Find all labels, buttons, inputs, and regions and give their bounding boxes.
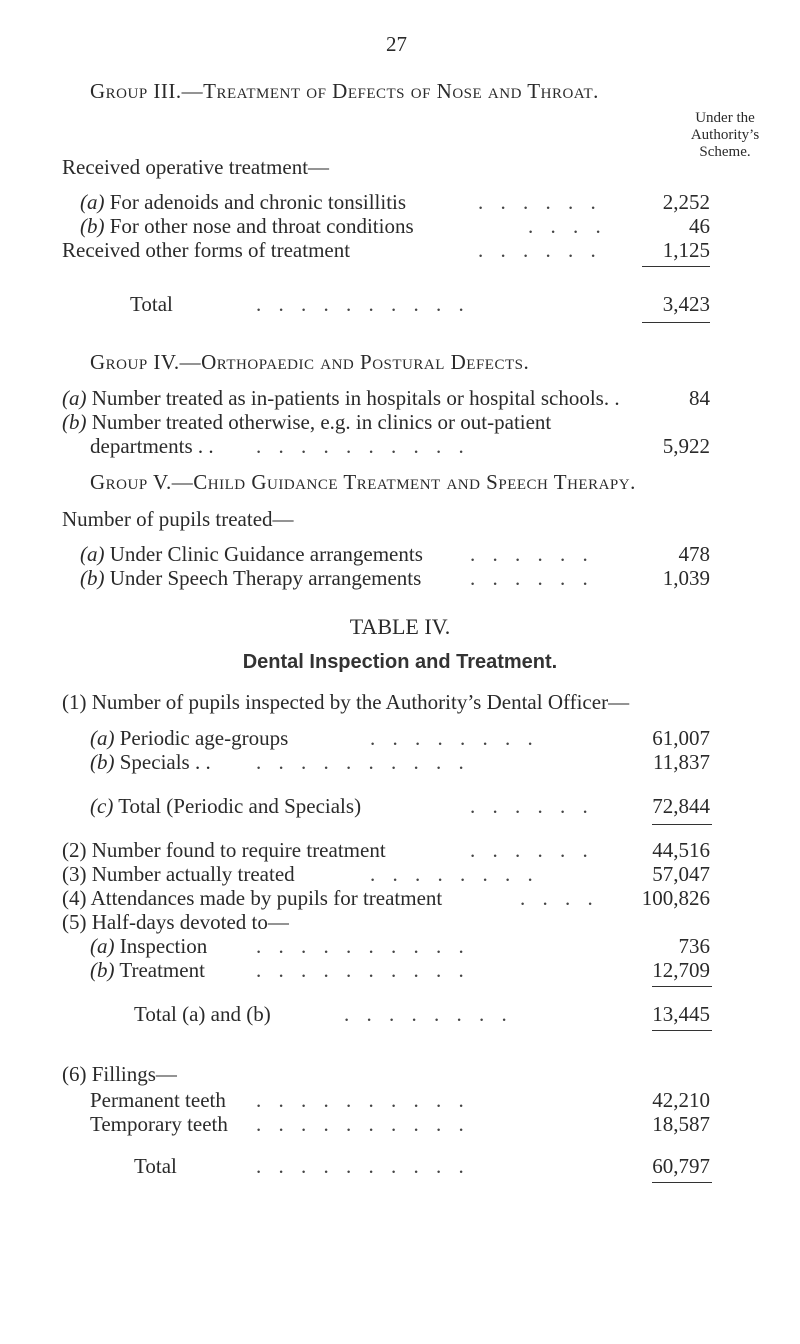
value: 12,709 xyxy=(652,958,710,982)
value: 2,252 xyxy=(662,190,710,214)
total-label: Total (a) and (b) xyxy=(134,1002,271,1026)
item-5: (5) Half-days devoted to— xyxy=(62,910,289,934)
table-subtitle: Dental Inspection and Treatment. xyxy=(242,651,558,673)
rule xyxy=(652,986,712,987)
list-item: (b) Treatment xyxy=(90,958,205,982)
rule xyxy=(642,322,710,323)
rule xyxy=(642,266,710,267)
value: 61,007 xyxy=(652,726,710,750)
group4-heading: Group IV.—Orthopaedic and Postural Defects. xyxy=(90,350,530,374)
value: 1,125 xyxy=(662,238,710,262)
total-value: 3,423 xyxy=(662,292,710,316)
total-value: 60,797 xyxy=(652,1154,710,1178)
list-item: (b) Specials . . xyxy=(90,750,211,774)
value: 1,039 xyxy=(662,566,710,590)
list-item: (b) Under Speech Therapy arrangements xyxy=(80,566,422,590)
value: 44,516 xyxy=(652,838,710,862)
list-item: Permanent teeth xyxy=(90,1088,226,1112)
list-item: Temporary teeth xyxy=(90,1112,228,1136)
received-operative-label: Received operative treatment— xyxy=(62,155,330,179)
value: 42,210 xyxy=(652,1088,710,1112)
list-item: (a) Under Clinic Guidance arrangements xyxy=(80,542,423,566)
list-item: (c) Total (Periodic and Specials) xyxy=(90,794,362,818)
list-item: (b) For other nose and throat conditions xyxy=(80,214,414,238)
value: 478 xyxy=(678,542,710,566)
list-item: (4) Attendances made by pupils for treatment xyxy=(62,886,443,910)
list-item: (b) Number treated otherwise, e.g. in clinics or out-patient xyxy=(62,410,552,434)
value: 46 xyxy=(689,214,710,238)
value: 5,922 xyxy=(662,434,710,458)
value: 11,837 xyxy=(653,750,710,774)
column-header: Under the Authority’s Scheme. xyxy=(690,110,760,160)
list-item: (a) Periodic age-groups xyxy=(90,726,289,750)
table-title: TABLE IV. xyxy=(349,614,451,639)
item-6: (6) Fillings— xyxy=(62,1062,177,1086)
rule xyxy=(652,1030,712,1031)
value: 100,826 xyxy=(641,886,710,910)
other-treatment-label: Received other forms of treatment xyxy=(62,238,351,262)
list-item: (2) Number found to require treatment xyxy=(62,838,386,862)
total-value: 72,844 xyxy=(652,794,710,818)
value: 736 xyxy=(678,934,710,958)
group5-heading: Group V.—Child Guidance Treatment and Speech Therapy. xyxy=(90,470,636,494)
group3-heading: Group III.—Treatment of Defects of Nose and Throat. xyxy=(90,79,599,103)
value: 18,587 xyxy=(652,1112,710,1136)
total-label: Total xyxy=(134,1154,177,1178)
group5-intro: Number of pupils treated— xyxy=(62,507,294,531)
rule xyxy=(652,824,712,825)
list-item: (3) Number actually treated xyxy=(62,862,295,886)
page-number: 27 xyxy=(386,32,407,56)
item-1: (1) Number of pupils inspected by the Authority’s Dental Officer— xyxy=(62,690,630,714)
list-item: (a) Number treated as in-patients in hospitals or hospital schools. . xyxy=(62,386,620,410)
list-item: (a) Inspection xyxy=(90,934,208,958)
value: 84 xyxy=(689,386,710,410)
total-value: 13,445 xyxy=(652,1002,710,1026)
list-item: (a) For adenoids and chronic tonsillitis xyxy=(80,190,407,214)
value: 57,047 xyxy=(652,862,710,886)
rule xyxy=(652,1182,712,1183)
total-label: Total xyxy=(130,292,173,316)
